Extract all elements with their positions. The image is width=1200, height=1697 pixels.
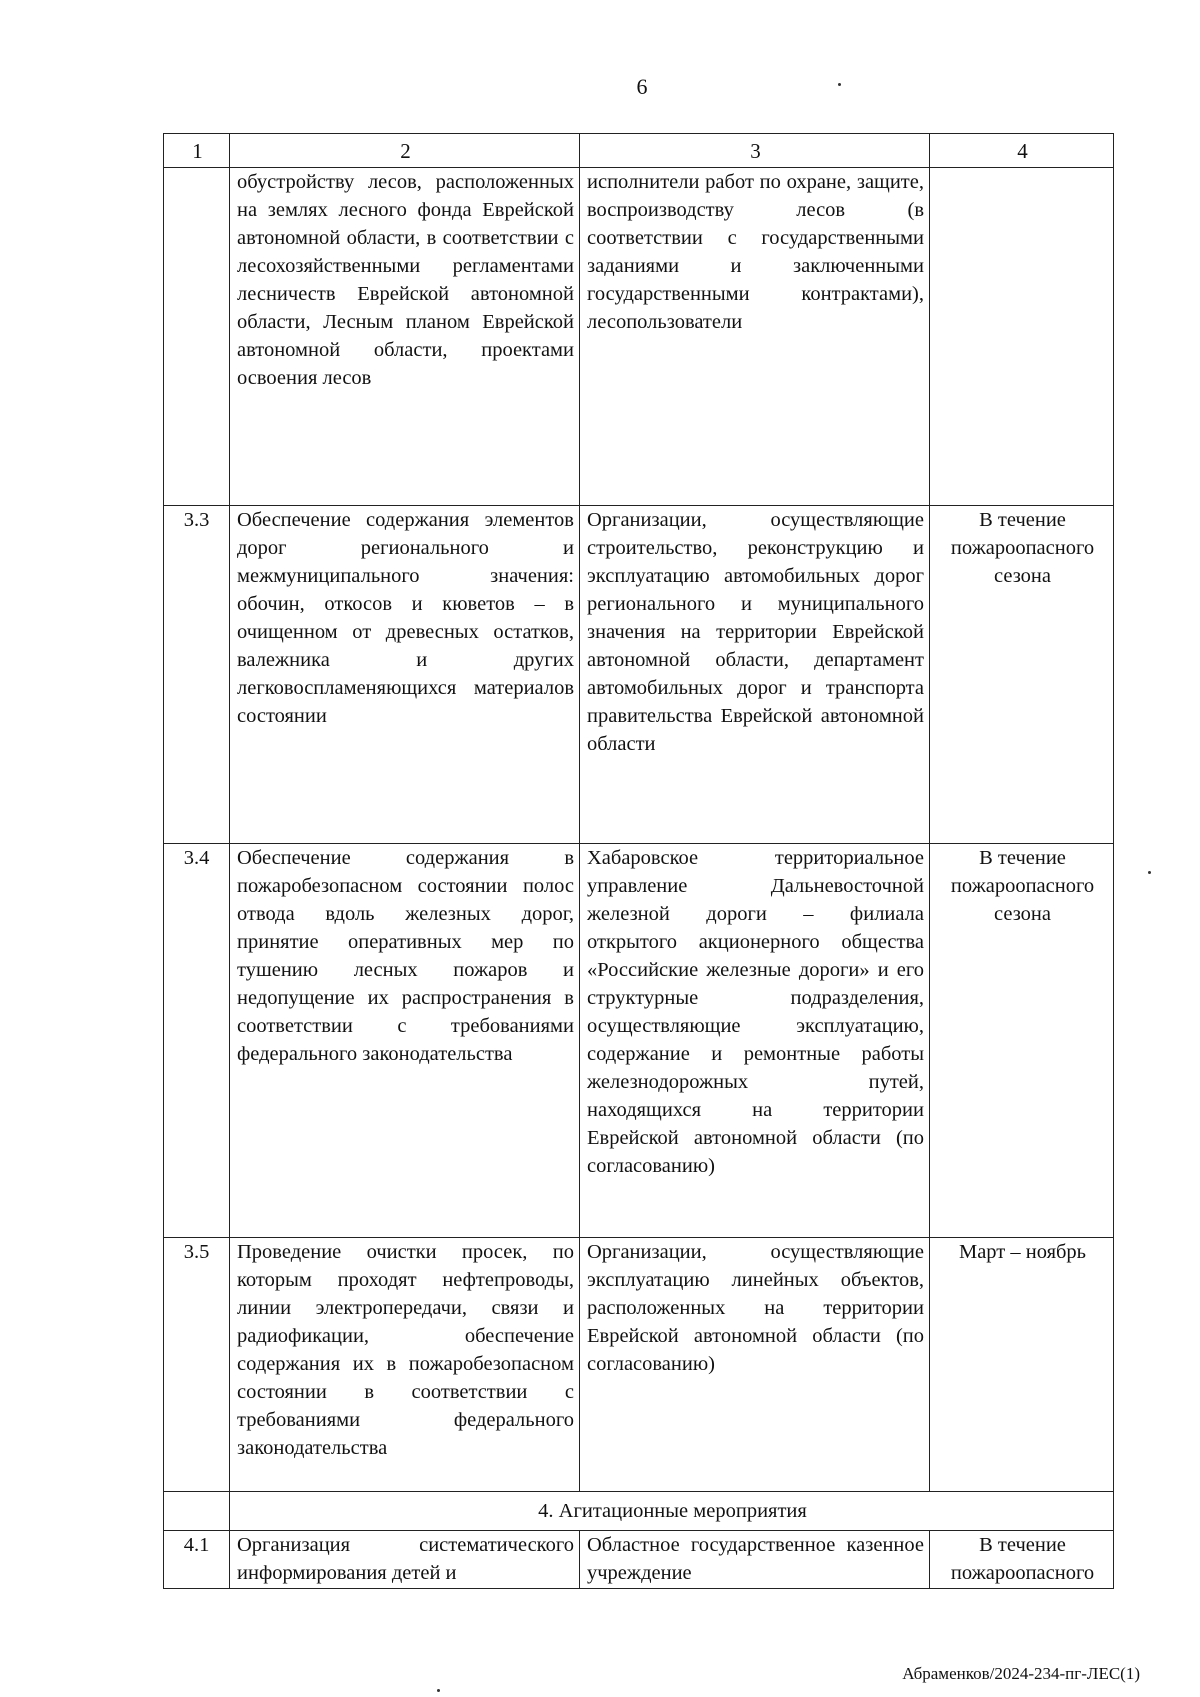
scan-speck bbox=[838, 83, 841, 86]
scan-speck bbox=[437, 1689, 440, 1692]
table-row bbox=[164, 506, 1114, 844]
row-period: В течение пожароопасного сезона bbox=[930, 506, 1114, 844]
row-executor: Областное государственное казенное учреждение bbox=[580, 1531, 930, 1589]
header-col-3: 3 bbox=[580, 134, 930, 168]
section-number-cell bbox=[164, 1492, 230, 1531]
table-row bbox=[164, 1531, 1114, 1589]
header-col-4: 4 bbox=[930, 134, 1114, 168]
section-title: 4. Агитационные мероприятия bbox=[230, 1492, 1114, 1531]
row-executor: Хабаровское территориальное управление Дальневосточной железной дороги – филиала открытого акционерного общества «Российские железные дороги» и его структурные подразделения, осуществляющие эксплуатацию, содержание и ремонтные работы железнодорожных путей, находящихся на территории Еврейской автономной области (по согласованию) bbox=[580, 844, 930, 1238]
table-row bbox=[164, 168, 1114, 506]
measures-table bbox=[163, 133, 1114, 1589]
header-col-1: 1 bbox=[164, 134, 230, 168]
row-period: В течение пожароопасного bbox=[930, 1531, 1114, 1589]
row-measure: обустройству лесов, расположенных на землях лесного фонда Еврейской автономной области, в соответствии с лесохозяйственными регламентами лесничеств Еврейской автономной области, Лесным планом Еврейской автономной области, проектами освоения лесов bbox=[230, 168, 580, 506]
scan-speck bbox=[1148, 871, 1151, 874]
section-row bbox=[164, 1492, 1114, 1531]
row-measure: Обеспечение содержания элементов дорог регионального и межмуниципального значения: обочин, откосов и кюветов – в очищенном от древесных остатков, валежника и других легковоспламеняющихся материалов состоянии bbox=[230, 506, 580, 844]
row-number: 3.5 bbox=[164, 1238, 230, 1492]
table-row bbox=[164, 844, 1114, 1238]
table-header-row bbox=[164, 134, 1114, 168]
row-period: Март – ноябрь bbox=[930, 1238, 1114, 1492]
row-period bbox=[930, 168, 1114, 506]
row-executor: исполнители работ по охране, защите, воспроизводству лесов (в соответствии с государственными заданиями и заключенными государственными контрактами), лесопользователи bbox=[580, 168, 930, 506]
row-number bbox=[164, 168, 230, 506]
page-number: 6 bbox=[636, 74, 648, 99]
row-number: 3.4 bbox=[164, 844, 230, 1238]
document-reference: Абраменков/2024-234-пг-ЛЕС(1) bbox=[902, 1664, 1140, 1683]
row-measure: Обеспечение содержания в пожаробезопасном состоянии полос отвода вдоль железных дорог, принятие оперативных мер по тушению лесных пожаров и недопущение их распространения в соответствии с требованиями федерального законодательства bbox=[230, 844, 580, 1238]
row-period: В течение пожароопасного сезона bbox=[930, 844, 1114, 1238]
row-executor: Организации, осуществляющие эксплуатацию линейных объектов, расположенных на территории Еврейской автономной области (по согласованию) bbox=[580, 1238, 930, 1492]
row-executor: Организации, осуществляющие строительство, реконструкцию и эксплуатацию автомобильных дорог регионального и муниципального значения на территории Еврейской автономной области, департамент автомобильных дорог и транспорта правительства Еврейской автономной области bbox=[580, 506, 930, 844]
header-col-2: 2 bbox=[230, 134, 580, 168]
row-number: 4.1 bbox=[164, 1531, 230, 1589]
row-measure: Организация систематического информирования детей и bbox=[230, 1531, 580, 1589]
row-measure: Проведение очистки просек, по которым проходят нефтепроводы, линии электропередачи, связи и радиофикации, обеспечение содержания их в пожаробезопасном состоянии в соответствии с требованиями федерального законодательства bbox=[230, 1238, 580, 1492]
row-number: 3.3 bbox=[164, 506, 230, 844]
table-row bbox=[164, 1238, 1114, 1492]
